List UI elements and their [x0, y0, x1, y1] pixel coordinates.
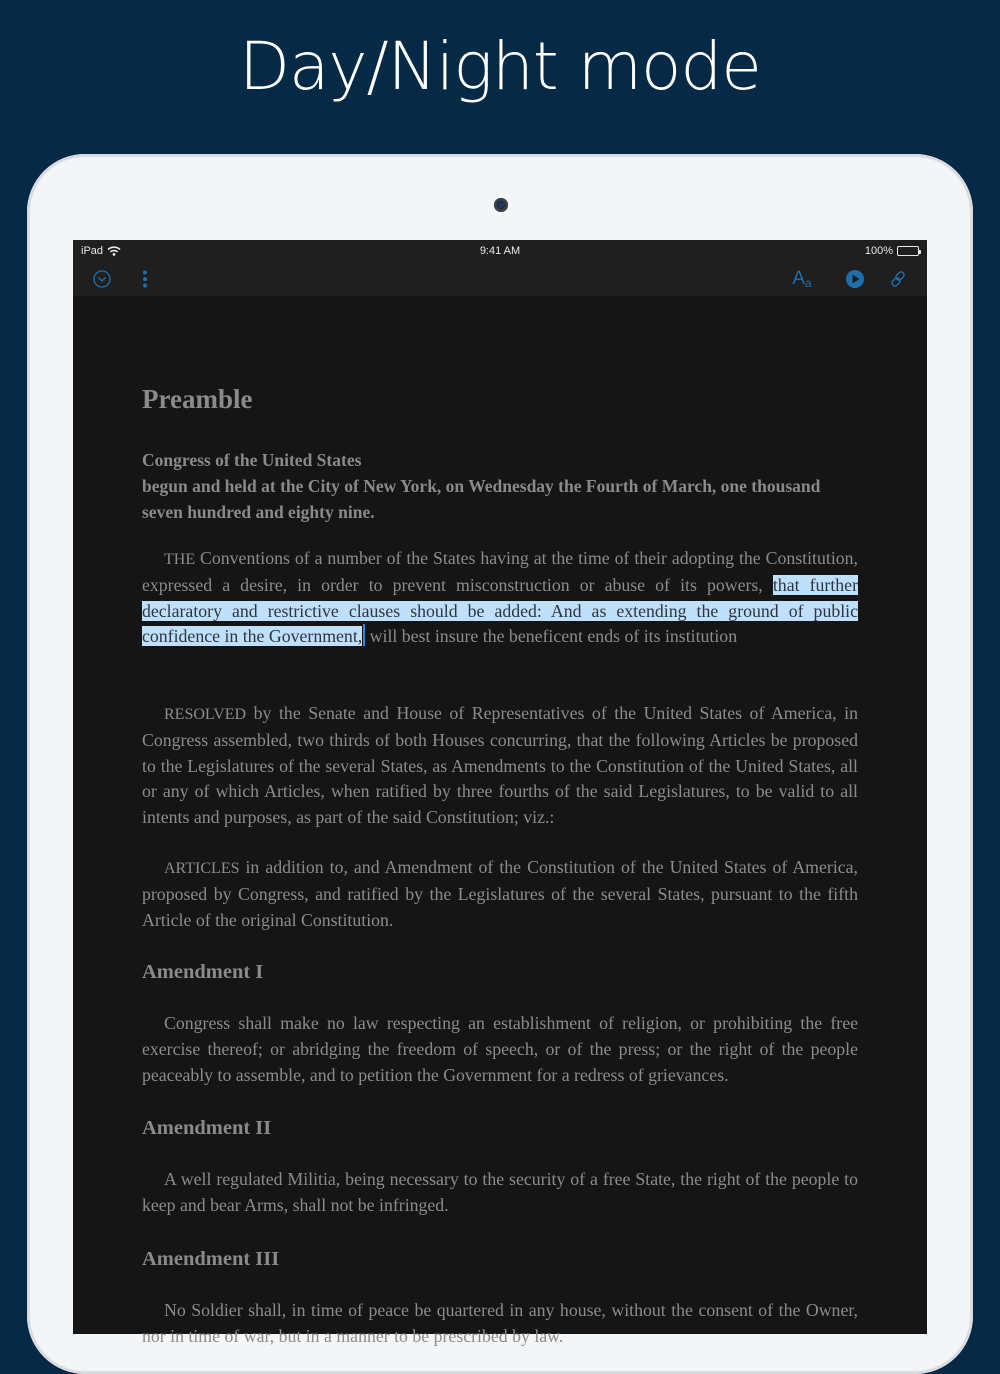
collapse-chevron-icon	[92, 269, 112, 289]
para3-lead: ARTICLES	[164, 860, 240, 877]
battery-percent: 100%	[864, 245, 893, 257]
subhead-line-2: begun and held at the City of New York, on Wednesday the Fourth of March, one thousand seven hundred and eighty nine.	[142, 476, 821, 522]
font-icon-small: a	[805, 276, 812, 290]
headline: Day/Night mode	[239, 28, 761, 105]
amendment-2-heading: Amendment II	[142, 1117, 272, 1139]
para2-lead: RESOLVED	[164, 706, 247, 723]
articles-paragraph[interactable]	[142, 855, 858, 933]
para1-before: Conventions of a number of the States having at the time of their adopting the Constitution, expressed a desire, in order to prevent misconstruction or abuse of its powers,	[142, 548, 858, 595]
resolved-paragraph[interactable]	[142, 701, 858, 831]
para2-body: by the Senate and House of Representatives of the United States of America, in Congress assembled, two thirds of both Houses concurring, that the following Articles be proposed to the Legislatures of the several States, as Amendments to the Constitution of the United States, all or any of which Articles, when ratified by three fourths of the said Legislatures, to be valid to all intents and purposes, as part of the said Constitution; viz.:	[142, 703, 858, 828]
font-size-icon	[792, 268, 811, 290]
document-content	[142, 296, 858, 1346]
para3-body: in addition to, and Amendment of the Constitution of the United States of America, proposed by Congress, and ratified by the Legislatures of the several States, pursuant to the fifth Article of the original Constitution.	[142, 857, 858, 930]
para1-lead: THE	[164, 551, 196, 568]
more-vertical-icon	[142, 269, 148, 289]
front-camera	[494, 198, 508, 212]
amendment-3-heading: Amendment III	[142, 1248, 280, 1270]
play-button[interactable]	[844, 267, 866, 291]
collapse-button[interactable]	[91, 267, 113, 291]
amendment-3-text[interactable]: No Soldier shall, in time of peace be quartered in any house, without the consent of the Owner, nor in time of war, but in a manner to be prescribed by law.	[142, 1300, 858, 1346]
reader-toolbar	[73, 262, 927, 296]
font-settings-button[interactable]	[789, 267, 815, 291]
congress-subheading	[142, 447, 858, 525]
amendment-1-text[interactable]: Congress shall make no law respecting an establishment of religion, or prohibiting the free exercise thereof; or abridging the freedom of speech, or of the press; or the right of the people peaceably to assemble, and to petition the Government for a redress of grievances.	[142, 1013, 858, 1085]
link-icon	[888, 269, 908, 289]
app-screen	[73, 240, 927, 1346]
more-options-button[interactable]	[135, 267, 155, 291]
amendment-2-text[interactable]: A well regulated Militia, being necessary to the security of a free State, the right of the people to keep and bear Arms, shall not be infringed.	[142, 1169, 858, 1215]
text-highlight-selection[interactable]: that further declaratory and restrictive clauses should be added: And as extending the ground of public confidence in the Government,	[142, 574, 858, 647]
font-icon-big: A	[792, 268, 805, 289]
preamble-paragraph[interactable]	[142, 546, 858, 650]
subhead-line-1: Congress of the United States	[142, 450, 362, 470]
status-time: 9:41 AM	[479, 245, 521, 257]
link-button[interactable]	[887, 267, 909, 291]
para1-after: will best insure the beneficent ends of its institution	[365, 626, 738, 647]
play-icon	[845, 269, 865, 289]
device-label: iPad	[81, 245, 104, 257]
amendment-1-heading: Amendment I	[142, 961, 264, 983]
preamble-heading: Preamble	[142, 384, 253, 414]
status-right	[865, 245, 919, 257]
status-bar	[73, 240, 927, 262]
battery-icon	[897, 246, 919, 256]
